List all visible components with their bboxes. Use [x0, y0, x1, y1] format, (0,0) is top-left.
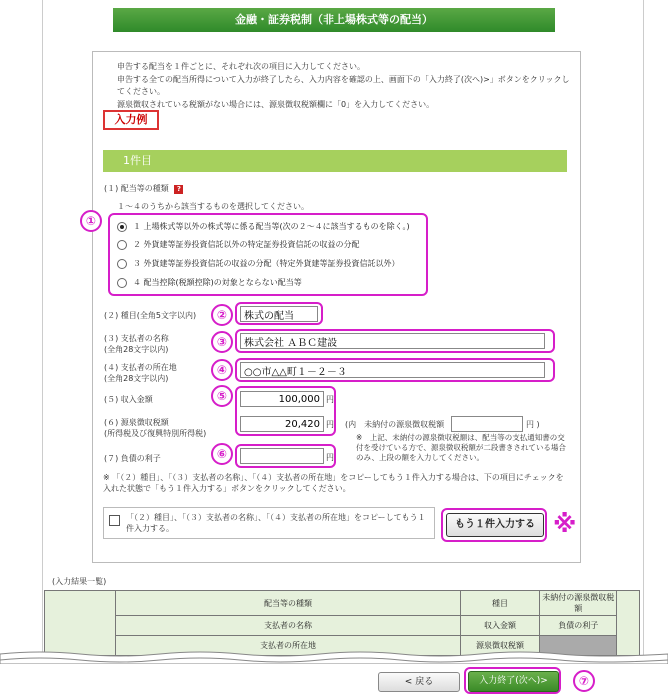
table-cell: 未納付の源泉徴収税額 [540, 591, 617, 616]
debt-interest-input[interactable] [240, 448, 324, 464]
back-button[interactable]: < 戻る [378, 672, 460, 692]
yen-unit: 円 [326, 420, 334, 429]
unpaid-tax-unit: 円 ) [526, 420, 540, 429]
finish-next-button[interactable]: 入力終了(次へ)> [468, 671, 559, 692]
yen-unit: 円 [326, 453, 334, 462]
payer-name-input[interactable] [240, 333, 545, 349]
annotation-5: ⑤ [211, 385, 233, 407]
withholding-tax-input[interactable] [240, 416, 324, 432]
radio-label: ２ 外貨建等証券投資信託以外の特定証券投資信託の収益の分配 [133, 240, 360, 249]
field3-label-line: (全角28文字以内) [104, 345, 169, 354]
field6-label [104, 417, 206, 439]
table-cell: 収入金額 [460, 616, 539, 636]
table-cell [45, 591, 116, 656]
intro-text [117, 61, 577, 111]
field6-label-line: (所得税及び復興特別所得税) [104, 429, 207, 438]
field4-label-line: (４) 支払者の所在地 [104, 363, 177, 372]
annotation-3: ③ [211, 331, 233, 353]
table-cell: 負債の利子 [540, 616, 617, 636]
radio-option-1[interactable] [117, 220, 410, 234]
copy-note: ※ 「（２）種目」、「（３）支払者の名称」、「（４）支払者の所在地」をコピーしてもう１件入力する場合は、下の項目にチェックを入れた状態で「もう１件入力する」ボタンをクリックしてください。 [103, 473, 564, 493]
annotation-4: ④ [211, 359, 233, 381]
intro-line: 源泉徴収されている税額がない場合には、源泉徴収税額欄に「0」を入力してください。 [117, 99, 435, 109]
table-cell: 支払者の名称 [116, 616, 461, 636]
example-button[interactable]: 入力例 [103, 110, 159, 130]
table-cell: 配当等の種類 [116, 591, 461, 616]
radio-selected-icon[interactable] [117, 222, 127, 232]
payer-address-input[interactable] [240, 362, 545, 378]
field1-label [104, 183, 183, 194]
field4-label-line: (全角28文字以内) [104, 374, 169, 383]
field2-label: (２) 種目(全角5文字以内) [104, 311, 197, 320]
copy-checkbox[interactable] [109, 515, 120, 526]
copy-checkbox-label: 「（２）種目」、「（３）支払者の名称」、「（４）支払者の所在地」をコピーしてもう１件入力する。 [126, 513, 426, 533]
unpaid-tax-label: (内 未納付の源泉徴収税額 [345, 420, 445, 429]
radio-option-2[interactable] [117, 238, 360, 252]
table-cell [617, 591, 640, 656]
annotation-1: ① [80, 210, 102, 232]
yen-unit: 円 [326, 395, 334, 404]
field3-label-line: (３) 支払者の名称 [104, 334, 169, 343]
radio-icon[interactable] [117, 240, 127, 250]
field1-hint: １～４のうちから該当するものを選択してください。 [117, 202, 309, 211]
torn-edge-divider [0, 650, 668, 664]
income-input[interactable] [240, 391, 324, 407]
table-row [45, 591, 640, 616]
kind-input[interactable] [240, 306, 318, 322]
help-icon[interactable]: ? [174, 185, 183, 194]
unpaid-tax-input[interactable] [451, 416, 523, 432]
radio-label: ４ 配当控除(税額控除)の対象とならない配当等 [133, 278, 302, 287]
annotation-2: ② [211, 304, 233, 326]
annotation-6: ⑥ [211, 443, 233, 465]
page-title: 金融・証券税制（非上場株式等の配当） [113, 8, 555, 32]
field5-label: (５) 収入金額 [104, 395, 153, 404]
table-cell: 種目 [460, 591, 539, 616]
table-cell: 源泉徴収税額 [460, 636, 539, 656]
radio-option-4[interactable] [117, 276, 302, 290]
field6-label-line: (６) 源泉徴収税額 [104, 418, 169, 427]
intro-line: 申告する全ての配当所得について入力が終了したら、入力内容を確認の上、画面下の「入力終了(次へ)>」ボタンをクリックしてください。 [117, 74, 570, 96]
unpaid-tax-note: ※ 上記、未納付の源泉徴収税額は、配当等の支払通知書の交付を受けている方で、源泉徴収税額が二段書きされている場合のみ、上段の額を入力してください。 [356, 433, 566, 462]
results-caption: (入力結果一覧) [52, 577, 107, 586]
radio-label: １ 上場株式等以外の株式等に係る配当等(次の２～４に該当するものを除く。) [133, 222, 410, 231]
table-cell: 支払者の所在地 [116, 636, 461, 656]
intro-line: 申告する配当を１件ごとに、それぞれ次の項目に入力してください。 [117, 62, 365, 71]
table-row [45, 616, 640, 636]
section-title: 1件目 [103, 150, 567, 172]
radio-option-3[interactable] [117, 257, 400, 271]
annotation-asterisk: ※ [553, 510, 577, 538]
radio-icon[interactable] [117, 259, 127, 269]
field1-label-text: (１) 配当等の種類 [104, 184, 169, 193]
annotation-7: ⑦ [573, 670, 595, 692]
field3-label [104, 333, 169, 355]
radio-icon[interactable] [117, 278, 127, 288]
results-table [44, 590, 640, 656]
footer [0, 664, 668, 700]
radio-label: ３ 外貨建等証券投資信託の収益の分配（特定外貨建等証券投資信託以外） [133, 259, 400, 268]
field4-label [104, 362, 177, 384]
add-another-button[interactable]: もう１件入力する [446, 513, 544, 537]
field7-label: (７) 負債の利子 [104, 454, 161, 463]
